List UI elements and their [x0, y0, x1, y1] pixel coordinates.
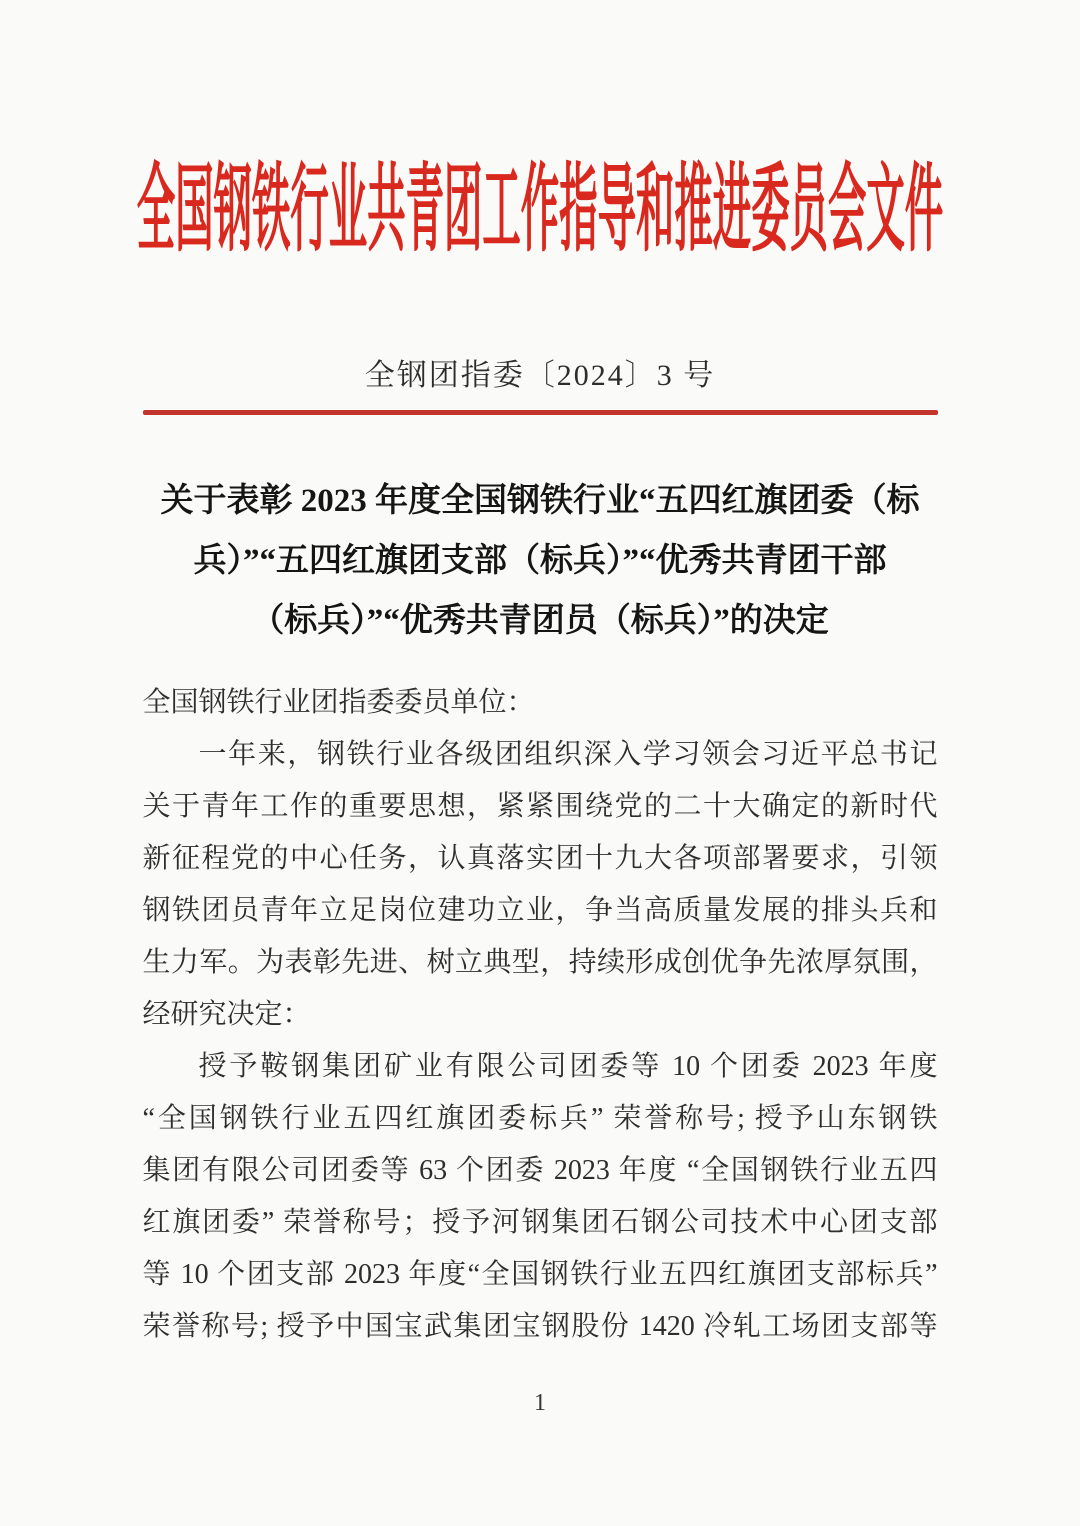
body-line: 等 10 个团支部 2023 年度“全国钢铁行业五四红旗团支部标兵” — [142, 1259, 938, 1290]
body-line: 新征程党的中心任务，认真落实团十九大各项部署要求，引领 — [142, 843, 938, 874]
document-title — [135, 471, 945, 651]
body-line: 关于青年工作的重要思想，紧紧围绕党的二十大确定的新时代 — [142, 791, 938, 822]
body-line-salutation: 全国钢铁行业团指委委员单位： — [142, 687, 535, 718]
page-number: 1 — [534, 1390, 546, 1416]
document-header — [0, 0, 1080, 262]
document-number: 全钢团指委〔2024〕3 号 — [364, 359, 716, 392]
body-line: “全国钢铁行业五四红旗团委标兵” 荣誉称号; 授予山东钢铁 — [142, 1103, 938, 1134]
body-line: 钢铁团员青年立足岗位建功立业，争当高质量发展的排头兵和 — [142, 895, 938, 926]
body-line: 一年来，钢铁行业各级团组织深入学习领会习近平总书记 — [198, 739, 938, 770]
body-line: 荣誉称号; 授予中国宝武集团宝钢股份 1420 冷轧工场团支部等 — [142, 1311, 938, 1342]
body-line: 授予鞍钢集团矿业有限公司团委等 10 个团委 2023 年度 — [198, 1051, 938, 1082]
document-title-line: （标兵）”“优秀共青团员（标兵）”的决定 — [251, 603, 829, 639]
document-body — [143, 677, 938, 1353]
body-line: 生力军。为表彰先进、树立典型，持续形成创优争先浓厚氛围， — [142, 947, 938, 978]
red-header-banner: 全国钢铁行业共青团工作指导和推进委员会文件 — [136, 156, 944, 262]
document-title-line: 兵）”“五四红旗团支部（标兵）”“优秀共青团干部 — [193, 543, 887, 579]
document-title-line: 关于表彰 2023 年度全国钢铁行业“五四红旗团委（标 — [160, 483, 920, 519]
body-line: 集团有限公司团委等 63 个团委 2023 年度 “全国钢铁行业五四 — [142, 1155, 938, 1186]
red-divider-line — [143, 410, 938, 415]
body-line: 红旗团委” 荣誉称号；授予河钢集团石钢公司技术中心团支部 — [142, 1207, 938, 1238]
body-line: 经研究决定： — [142, 999, 311, 1030]
